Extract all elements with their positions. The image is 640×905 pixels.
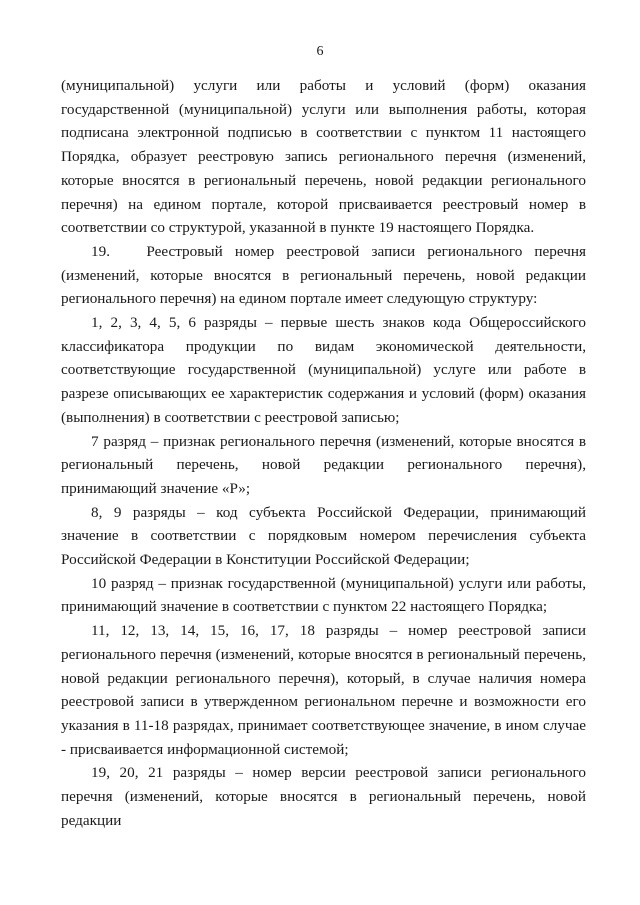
paragraph-digits-1-6: 1, 2, 3, 4, 5, 6 разряды – первые шесть знаков кода Общероссийского классификатора продукции по видам экономической деятельности, соответствующие государственной (муниципальной) услуге или работе в разрезе описывающих ее характеристик содержания и условий (форм) оказания (выполнения) в соответствии с реестровой записью;: [61, 314, 586, 426]
paragraph-digit-7: 7 разряд – признак регионального перечня (изменений, которые вносятся в региональный перечень, новой редакции регионального перечня), принимающий значение «Р»;: [61, 432, 586, 497]
paragraph-digits-19-21: 19, 20, 21 разряды – номер версии реестровой записи регионального перечня (изменений, которые вносятся в региональный перечень, новой редакции: [61, 764, 586, 829]
paragraph-clause-19: 19. Реестровый номер реестровой записи регионального перечня (изменений, которые вносятся в региональный перечень, новой редакции регионального перечня) на едином портале имеет следующую структуру:: [61, 242, 586, 308]
paragraph-digit-10: 10 разряд – признак государственной (муниципальной) услуги или работы, принимающий значение в соответствии с пунктом 22 настоящего Порядка;: [61, 574, 586, 616]
page-number: 6: [316, 44, 324, 59]
document-body: [61, 74, 586, 833]
paragraph-digits-11-18: 11, 12, 13, 14, 15, 16, 17, 18 разряды – номер реестровой записи регионального перечня (изменений, которые вносятся в региональный перечень, новой редакции регионального перечня), который, в случае наличия номера реестровой записи в утвержденном региональном перечне и возможности его указания в 11-18 разрядах, принимает соответствующее значение, в ином случае - присваивается информационной системой;: [61, 622, 586, 758]
paragraph-digits-8-9: 8, 9 разряды – код субъекта Российской Федерации, принимающий значение в соответствии с порядковым номером перечисления субъекта Российской Федерации в Конституции Российской Федерации;: [61, 503, 586, 569]
paragraph-continuation: (муниципальной) услуги или работы и условий (форм) оказания государственной (муниципальной) услуги или выполнения работы, которая подписана электронной подписью в соответствии с пунктом 11 настоящего Порядка, образует реестровую запись регионального перечня (изменений, которые вносятся в региональный перечень, новой редакции регионального перечня) на едином портале, которой присваивается реестровый номер в соответствии со структурой, указанной в пункте 19 настоящего Порядка.: [61, 77, 586, 237]
